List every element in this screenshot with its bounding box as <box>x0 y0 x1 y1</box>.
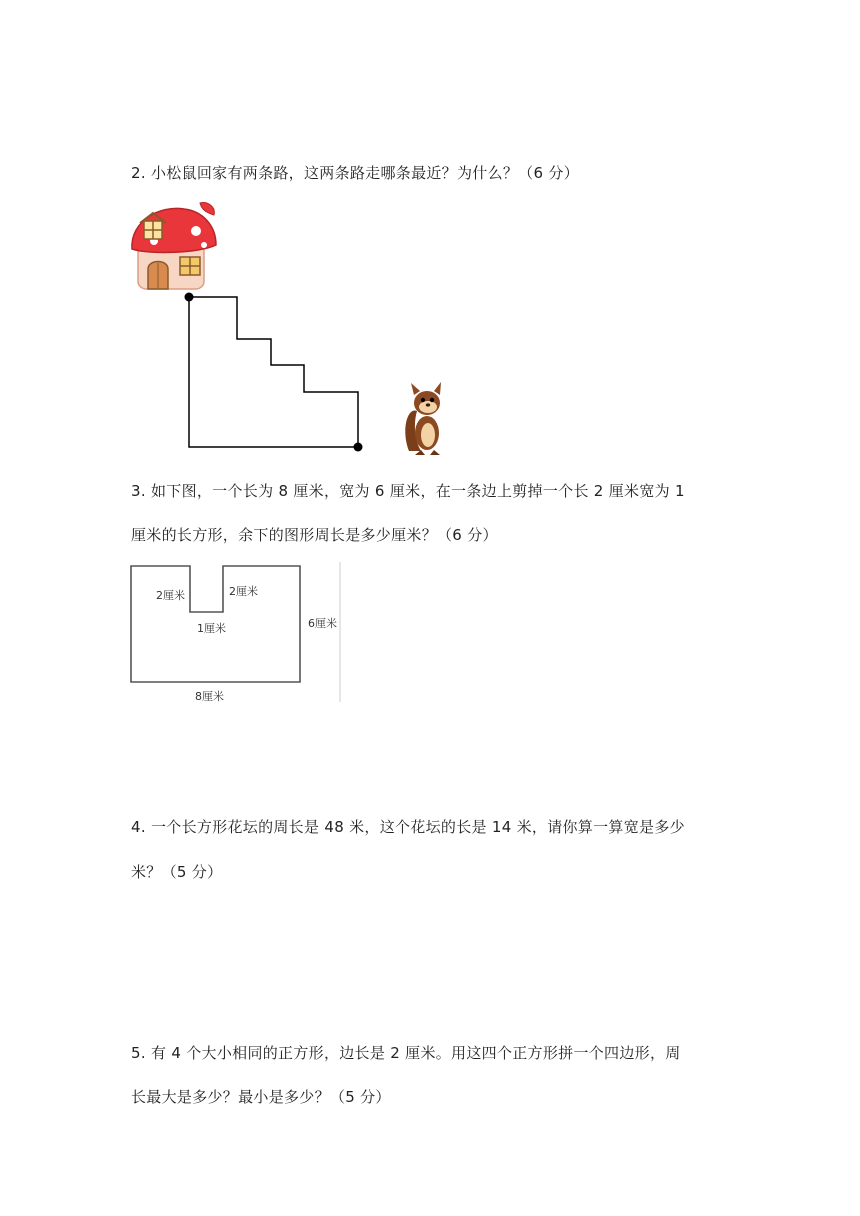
corner-path <box>189 297 358 447</box>
end-point <box>354 443 363 452</box>
question-4-line-2: 米？（5 分） <box>131 863 223 881</box>
start-point <box>185 293 194 302</box>
question-2-text: 2. 小松鼠回家有两条路，这两条路走哪条最近？为什么？（6 分） <box>131 164 579 182</box>
label-height: 6厘米 <box>308 617 337 630</box>
question-5-line-2: 长最大是多少？最小是多少？（5 分） <box>131 1088 391 1106</box>
squirrel-illustration <box>403 381 445 461</box>
staircase-path <box>189 297 358 447</box>
question-3-line-2: 厘米的长方形，余下的图形周长是多少厘米？（6 分） <box>131 526 498 544</box>
question-3-line-1: 3. 如下图，一个长为 8 厘米，宽为 6 厘米，在一条边上剪掉一个长 2 厘米宽为 1 <box>131 482 685 500</box>
two-paths-diagram <box>180 290 370 462</box>
mushroom-house-illustration <box>130 201 218 295</box>
notched-rectangle-figure <box>126 560 346 712</box>
label-left-notch: 2厘米 <box>156 589 185 602</box>
label-width: 8厘米 <box>195 690 224 703</box>
label-right-notch: 2厘米 <box>229 585 258 598</box>
label-notch-bottom: 1厘米 <box>197 622 226 635</box>
question-4-line-1: 4. 一个长方形花坛的周长是 48 米，这个花坛的长是 14 米，请你算一算宽是多少 <box>131 818 685 836</box>
question-5-line-1: 5. 有 4 个大小相同的正方形，边长是 2 厘米。用这四个正方形拼一个四边形，周 <box>131 1044 681 1062</box>
